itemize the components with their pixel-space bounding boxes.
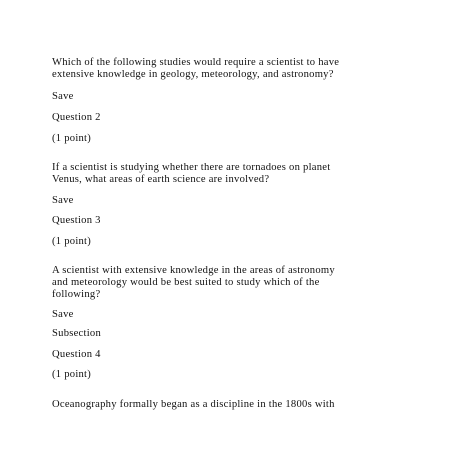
question-2-text-line-2: Venus, what areas of earth science are involved?	[52, 174, 270, 185]
subsection-heading: Subsection	[52, 328, 101, 339]
question-2-heading: Question 2	[52, 112, 101, 123]
question-3-text-line-1: A scientist with extensive knowledge in the areas of astronomy	[52, 265, 335, 276]
question-3-save-label: Save	[52, 309, 74, 320]
question-2-text-line-1: If a scientist is studying whether there are tornadoes on planet	[52, 162, 331, 173]
question-1-save-label: Save	[52, 91, 74, 102]
question-3-text-line-2: and meteorology would be best suited to study which of the	[52, 277, 320, 288]
question-1-text-line-1: Which of the following studies would require a scientist to have	[52, 57, 340, 68]
question-4-points: (1 point)	[52, 369, 92, 380]
question-3-heading: Question 3	[52, 215, 101, 226]
question-3-points: (1 point)	[52, 236, 92, 247]
question-2-save-label: Save	[52, 195, 74, 206]
question-2-points: (1 point)	[52, 133, 92, 144]
question-4-heading: Question 4	[52, 349, 101, 360]
question-1-text-line-2: extensive knowledge in geology, meteorology, and astronomy?	[52, 69, 334, 80]
question-4-text-line-1: Oceanography formally began as a discipline in the 1800s with	[52, 399, 335, 410]
question-3-text-line-3: following?	[52, 289, 101, 300]
